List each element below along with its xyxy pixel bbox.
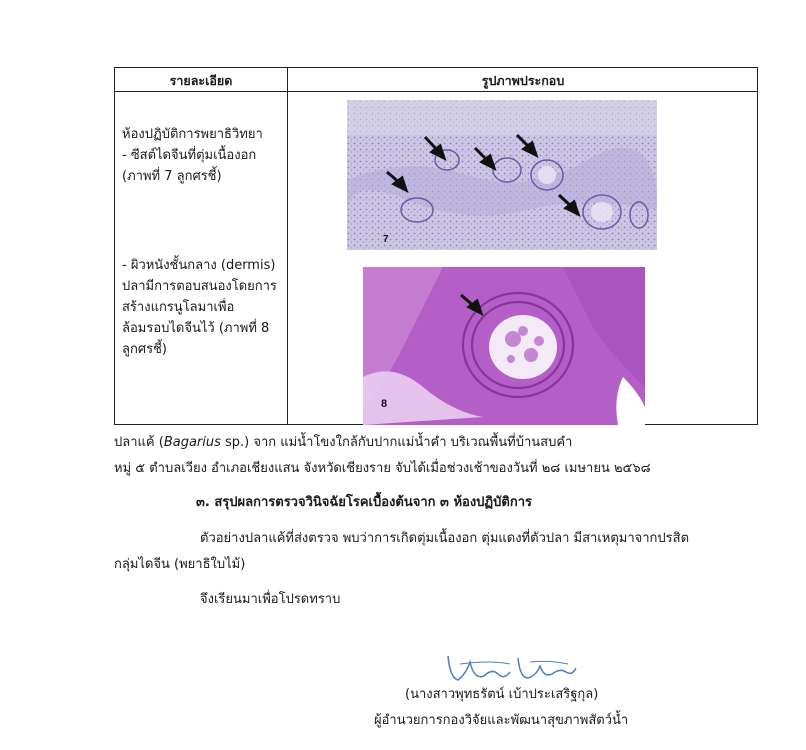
caption-species: Bagarius: [163, 435, 221, 450]
table-header-row: [115, 68, 757, 92]
row1-line: ห้องปฏิบัติการพยาธิวิทยา: [122, 127, 263, 142]
figure8-label: 8: [381, 398, 388, 410]
summary-paragraph-line2: กลุ่มไดจีน (พยาธิใบไม้): [114, 557, 246, 572]
caption-line-1: [114, 432, 572, 454]
closing-paragraph: จึงเรียนมาเพื่อโปรดทราบ: [200, 592, 341, 607]
signer-title: ผู้อำนวยการกองวิจัยและพัฒนาสุขภาพสัตว์น้ำ: [374, 713, 629, 728]
row2-line: ลูกศรชี้): [122, 342, 167, 357]
header-detail: รายละเอียด: [169, 73, 233, 88]
row2-detail-text: [122, 255, 282, 360]
handwritten-signature: [440, 650, 580, 686]
caption-line-2: หมู่ ๕ ตำบลเวียง อำเภอเชียงแสน จังหวัดเชียงราย จับได้เมื่อช่วงเช้าของวันที่ ๒๘ เมษายน ๒๕๖๘: [114, 461, 651, 476]
caption-prefix: ปลาแค้ (: [114, 435, 164, 450]
row1-line: - ซีสต์ไดจีนที่ตุ่มเนื้องอก: [122, 148, 257, 163]
summary-paragraph-line1: ตัวอย่างปลาแค้ที่ส่งตรวจ พบว่าการเกิดตุ่มเนื้องอก ตุ่มแดงที่ตัวปลา มีสาเหตุมาจากปรสิต: [200, 531, 690, 546]
row1-detail-text: [122, 124, 282, 187]
row1-line: (ภาพที่ 7 ลูกศรชี้): [122, 169, 222, 184]
histology-figure-7: [347, 100, 657, 250]
section-heading: ๓. สรุปผลการตรวจวินิจฉัยโรคเบื้องต้นจาก ๓ ห้องปฏิบัติการ: [196, 495, 532, 510]
header-figure: รูปภาพประกอบ: [481, 73, 565, 88]
row2-line: สร้างแกรนูโลมาเพื่อ: [122, 300, 235, 315]
row2-line: - ผิวหนังชั้นกลาง (dermis): [122, 258, 276, 273]
signer-name: (นางสาวพุทธรัตน์ เบ้าประเสริฐกุล): [405, 687, 599, 702]
detail-table: [114, 67, 758, 425]
column-divider: [287, 68, 288, 424]
figure7-label: 7: [383, 234, 389, 245]
row2-line: ล้อมรอบไดจีนไว้ (ภาพที่ 8: [122, 321, 270, 336]
histology-image-8: [363, 267, 645, 425]
histology-figure-8: [363, 267, 645, 425]
caption-suffix: sp.) จาก แม่น้ำโขงใกล้กับปากแม่น้ำคำ บริเวณพื้นที่บ้านสบคำ: [220, 435, 573, 450]
row2-line: ปลามีการตอบสนองโดยการ: [122, 279, 277, 294]
histology-image-7: [347, 100, 657, 250]
